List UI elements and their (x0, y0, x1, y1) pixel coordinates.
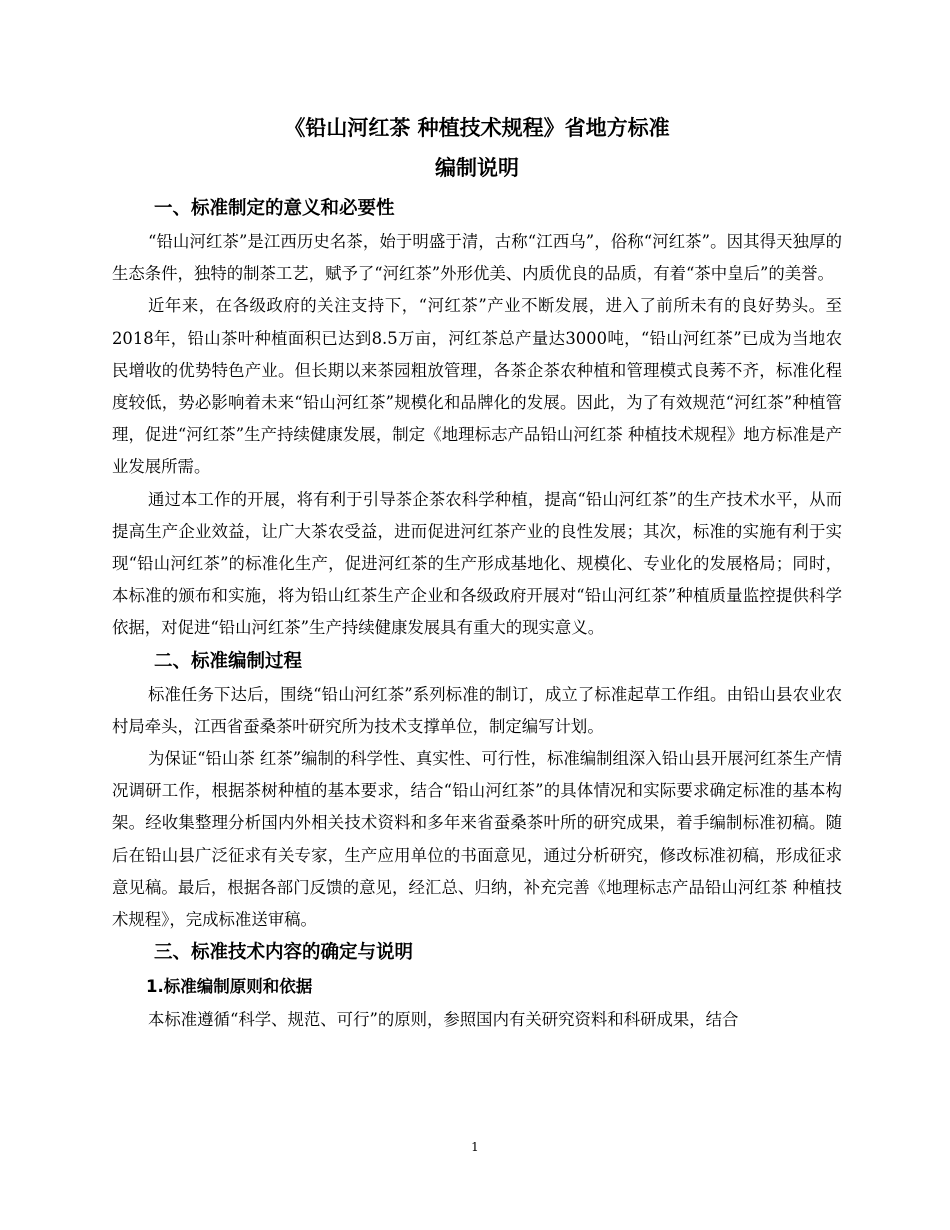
paragraph: “铅山河红茶”是江西历史名茶，始于明盛于清，古称“江西乌”，俗称“河红茶”。因其得天独厚的生态条件，独特的制茶工艺，赋予了“河红茶”外形优美、内质优良的品质，有着“茶中皇后”的美誉。 (112, 232, 842, 284)
section-heading-2: 二、标准编制过程 (154, 650, 303, 672)
document-subtitle: 编制说明 (435, 156, 519, 180)
section-heading-1: 一、标准制定的意义和必要性 (154, 198, 395, 219)
document-page (112, 108, 842, 1036)
paragraph: 通过本工作的开展，将有利于引导茶企茶农科学种植，提高“铅山河红茶”的生产技术水平，从而提高生产企业效益，让广大茶农受益，进而促进河红茶产业的良性发展；其次，标准的实施有利于实现“铅山河红茶”的标准化生产，促进河红茶的生产形成基地化、规模化、专业化的发展格局；同时，本标准的颁布和实施，将为铅山红茶生产企业和各级政府开展对“铅山河红茶”种植质量监控提供科学依据，对促进“铅山河红茶”生产持续健康发展具有重大的现实意义。 (112, 489, 842, 638)
paragraph: 标准任务下达后，围绕“铅山河红茶”系列标准的制订，成立了标准起草工作组。由铅山县农业农村局牵头，江西省蚕桑茶叶研究所为技术支撑单位，制定编写计划。 (112, 684, 842, 736)
document-title: 《铅山河红茶 种植技术规程》省地方标准 (284, 116, 670, 140)
subsection-heading: 1.标准编制原则和依据 (146, 977, 313, 997)
paragraph: 本标准遵循“科学、规范、可行”的原则，参照国内有关研究资料和科研成果，结合 (148, 1010, 739, 1030)
paragraph: 近年来，在各级政府的关注支持下，“河红茶”产业不断发展，进入了前所未有的良好势头。至2018年，铅山茶叶种植面积已达到8.5万亩，河红茶总产量达3000吨，“铅山河红茶”已成为当地农民增收的优势特色产业。但长期以来茶园粗放管理，各茶企茶农种植和管理模式良莠不齐，标准化程度较低，势必影响着未来“铅山河红茶”规模化和品牌化的发展。因此，为了有效规范“河红茶”种植管理，促进“河红茶”生产持续健康发展，制定《地理标志产品铅山河红茶 种植技术规程》地方标准是产业发展所需。 (112, 296, 842, 477)
paragraph: 为保证“铅山茶 红茶”编制的科学性、真实性、可行性，标准编制组深入铅山县开展河红茶生产情况调研工作，根据茶树种植的基本要求，结合“铅山河红茶”的具体情况和实际要求确定标准的基本构架。经收集整理分析国内外相关技术资料和多年来省蚕桑茶叶所的研究成果，着手编制标准初稿。随后在铅山县广泛征求有关专家，生产应用单位的书面意见，通过分析研究，修改标准初稿，形成征求意见稿。最后，根据各部门反馈的意见，经汇总、归纳，补充完善《地理标志产品铅山河红茶 种植技术规程》，完成标准送审稿。 (112, 749, 842, 930)
section-heading-3: 三、标准技术内容的确定与说明 (154, 942, 414, 964)
page-number: 1 (471, 1140, 479, 1154)
